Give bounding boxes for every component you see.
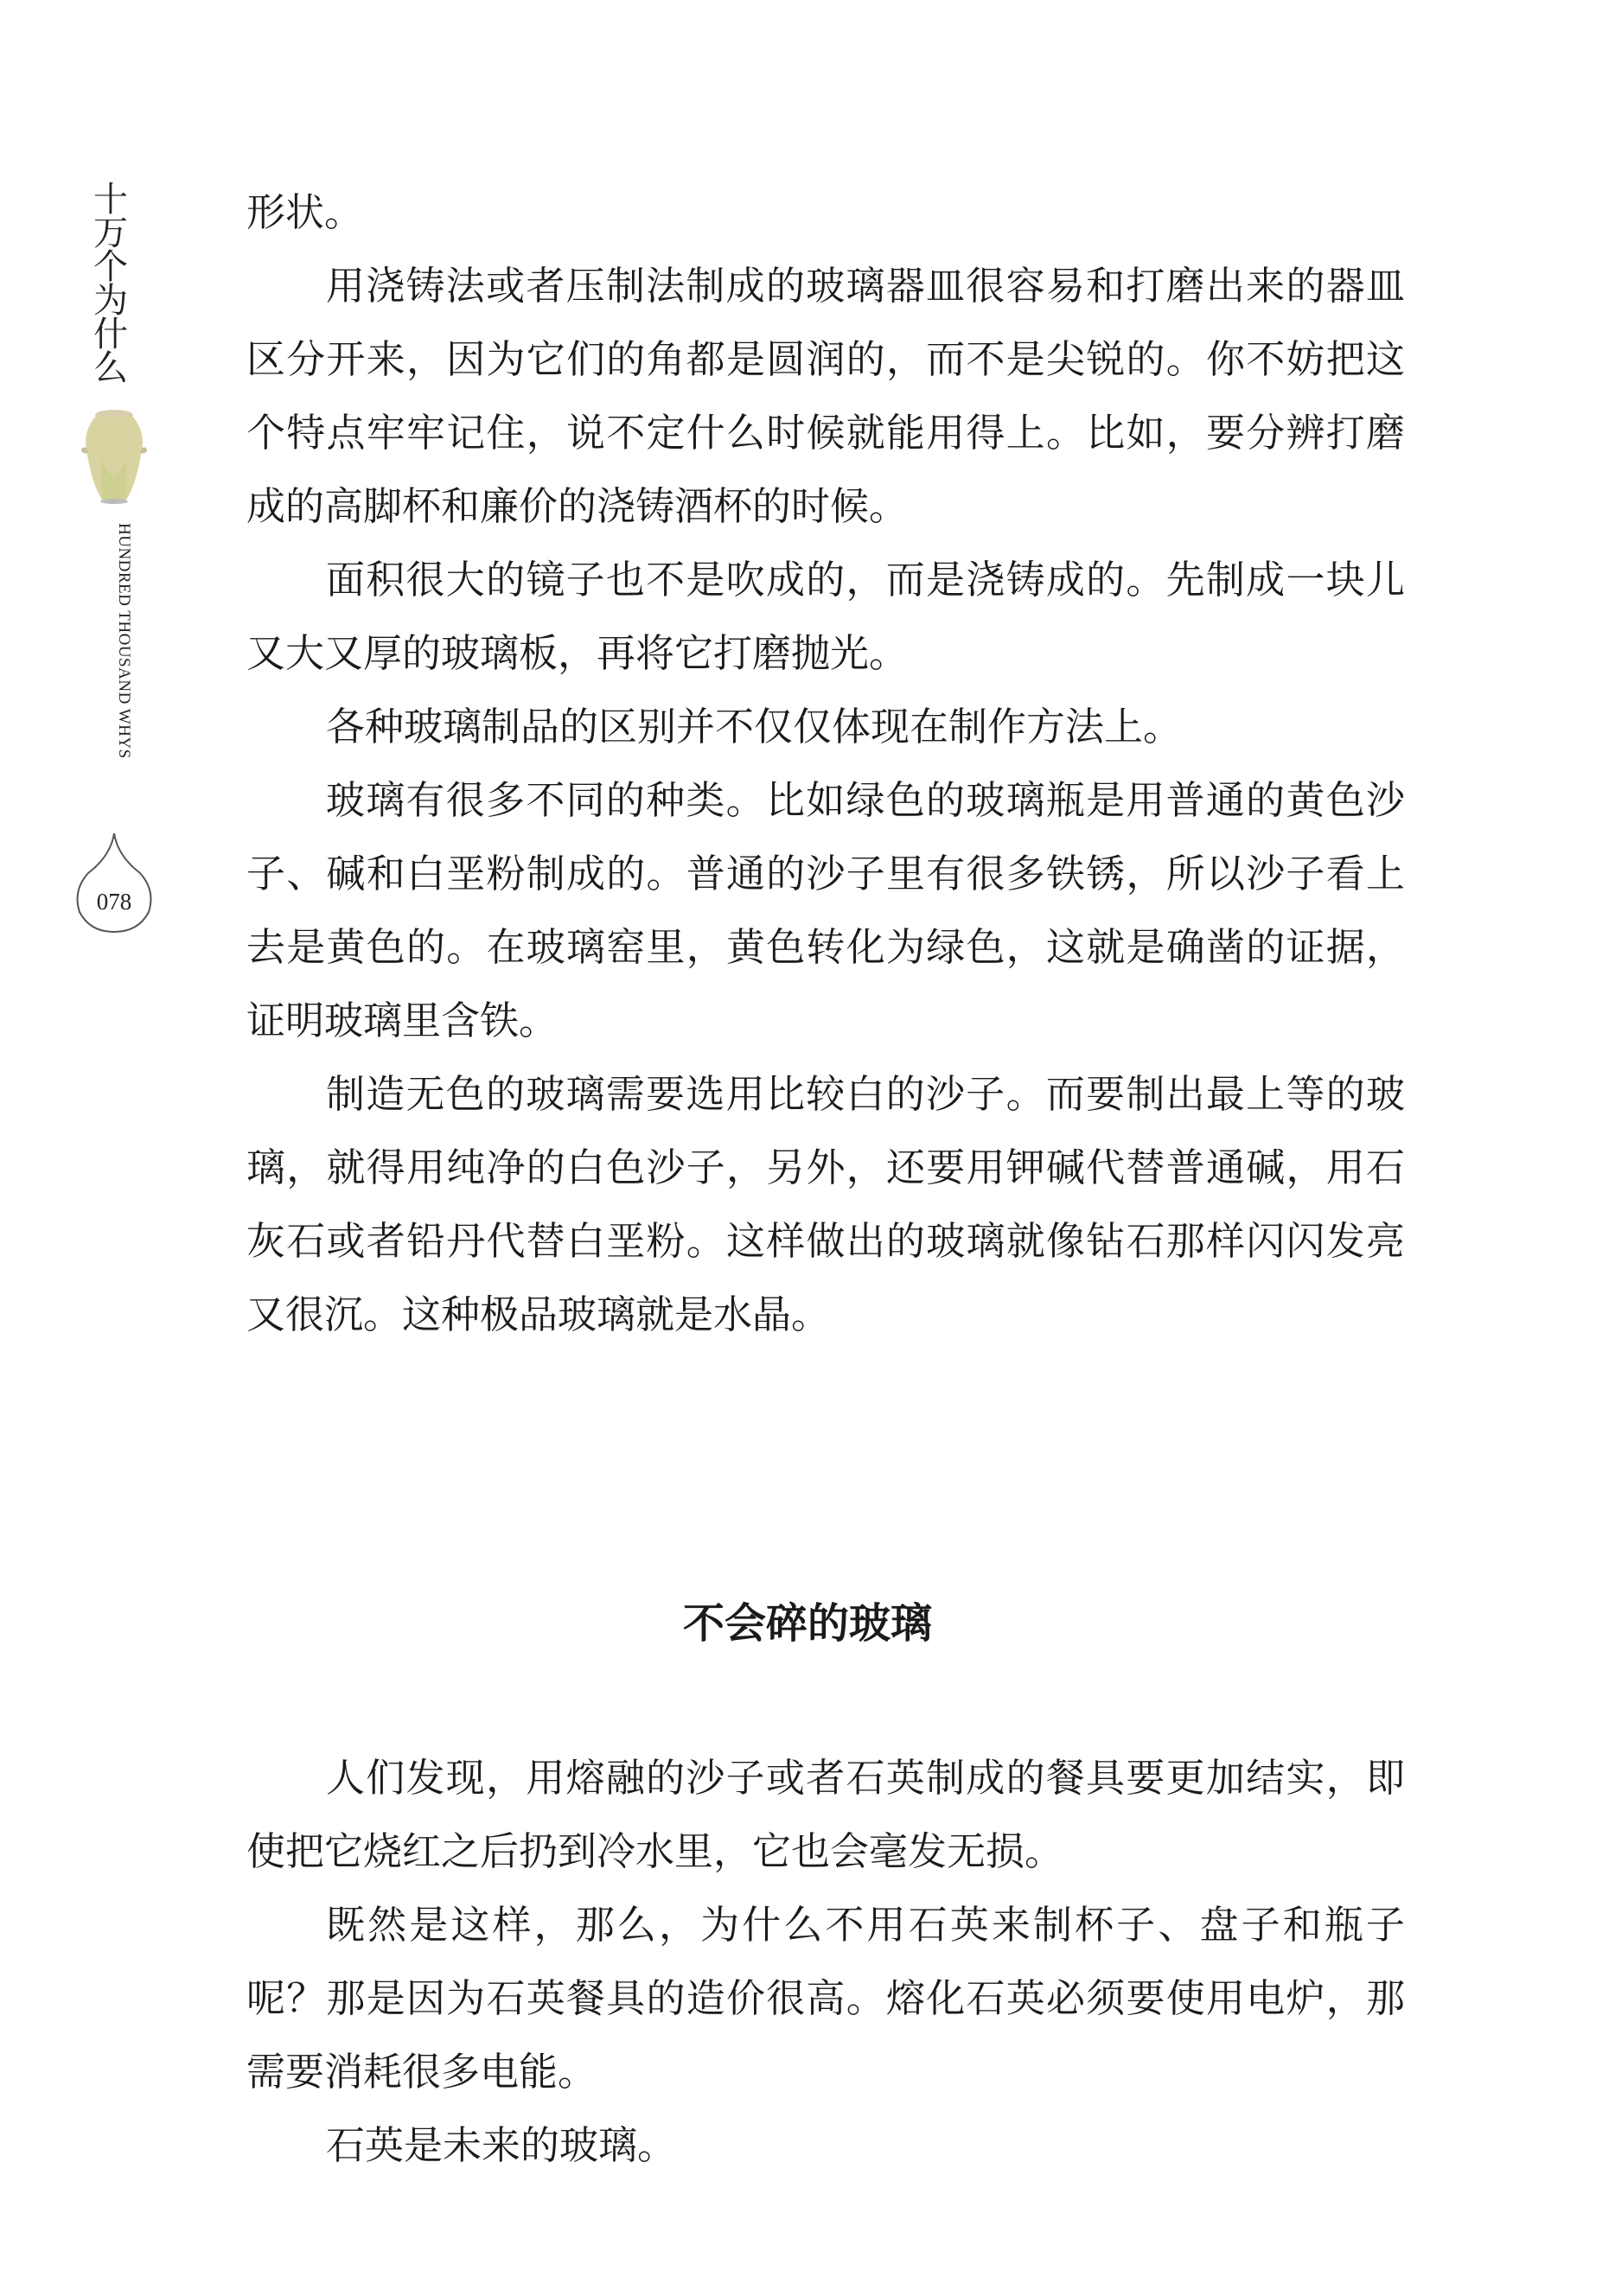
vase-icon bbox=[80, 406, 149, 506]
text-line: 又大又厚的玻璃板，再将它打磨抛光。 bbox=[246, 630, 909, 676]
text-line: 用浇铸法或者压制法制成的玻璃器皿很容易和打磨出来的器皿 bbox=[326, 263, 1405, 309]
text-line: 使把它烧红之后扔到冷水里，它也会毫发无损。 bbox=[246, 1828, 1064, 1874]
text-line: 石英是未来的玻璃。 bbox=[326, 2122, 677, 2168]
page-number: 078 bbox=[96, 889, 132, 915]
text-line: 玻璃有很多不同的种类。比如绿色的玻璃瓶是用普通的黄色沙 bbox=[326, 777, 1405, 823]
text-line: 子、碱和白垩粉制成的。普通的沙子里有很多铁锈，所以沙子看上 bbox=[246, 851, 1405, 896]
page-number-badge bbox=[71, 830, 157, 934]
text-line: 灰石或者铅丹代替白垩粉。这样做出的玻璃就像钻石那样闪闪发亮 bbox=[246, 1218, 1405, 1264]
text-line: 形状。 bbox=[246, 189, 364, 235]
text-line: 璃，就得用纯净的白色沙子，另外，还要用钾碱代替普通碱，用石 bbox=[246, 1145, 1405, 1190]
text-line: 制造无色的玻璃需要选用比较白的沙子。而要制出最上等的玻 bbox=[326, 1071, 1405, 1117]
text-line: 又很沉。这种极品玻璃就是水晶。 bbox=[246, 1292, 831, 1337]
text-line: 去是黄色的。在玻璃窑里，黄色转化为绿色，这就是确凿的证据， bbox=[246, 924, 1405, 970]
text-line: 证明玻璃里含铁。 bbox=[246, 998, 559, 1043]
text-line: 呢？那是因为石英餐具的造价很高。熔化石英必须要使用电炉，那 bbox=[246, 1975, 1405, 2021]
text-line: 人们发现，用熔融的沙子或者石英制成的餐具要更加结实，即 bbox=[326, 1755, 1405, 1801]
text-line: 各种玻璃制品的区别并不仅仅体现在制作方法上。 bbox=[326, 704, 1183, 749]
series-title-en: HUNDRED THOUSAND WHYS bbox=[115, 523, 133, 759]
text-line: 成的高脚杯和廉价的浇铸酒杯的时候。 bbox=[246, 483, 909, 529]
droplet-outline-icon bbox=[71, 830, 157, 934]
text-line: 面积很大的镜子也不是吹成的，而是浇铸成的。先制成一块儿 bbox=[326, 557, 1405, 603]
section-title: 不会碎的玻璃 bbox=[682, 1599, 932, 1648]
text-line: 个特点牢牢记住，说不定什么时候就能用得上。比如，要分辨打磨 bbox=[246, 410, 1405, 456]
text-line: 区分开来，因为它们的角都是圆润的，而不是尖锐的。你不妨把这 bbox=[246, 336, 1405, 382]
series-title: 十万个为什么 bbox=[93, 180, 128, 388]
text-line: 既然是这样，那么，为什么不用石英来制杯子、盘子和瓶子 bbox=[326, 1902, 1405, 1948]
text-line: 需要消耗很多电能。 bbox=[246, 2049, 597, 2095]
